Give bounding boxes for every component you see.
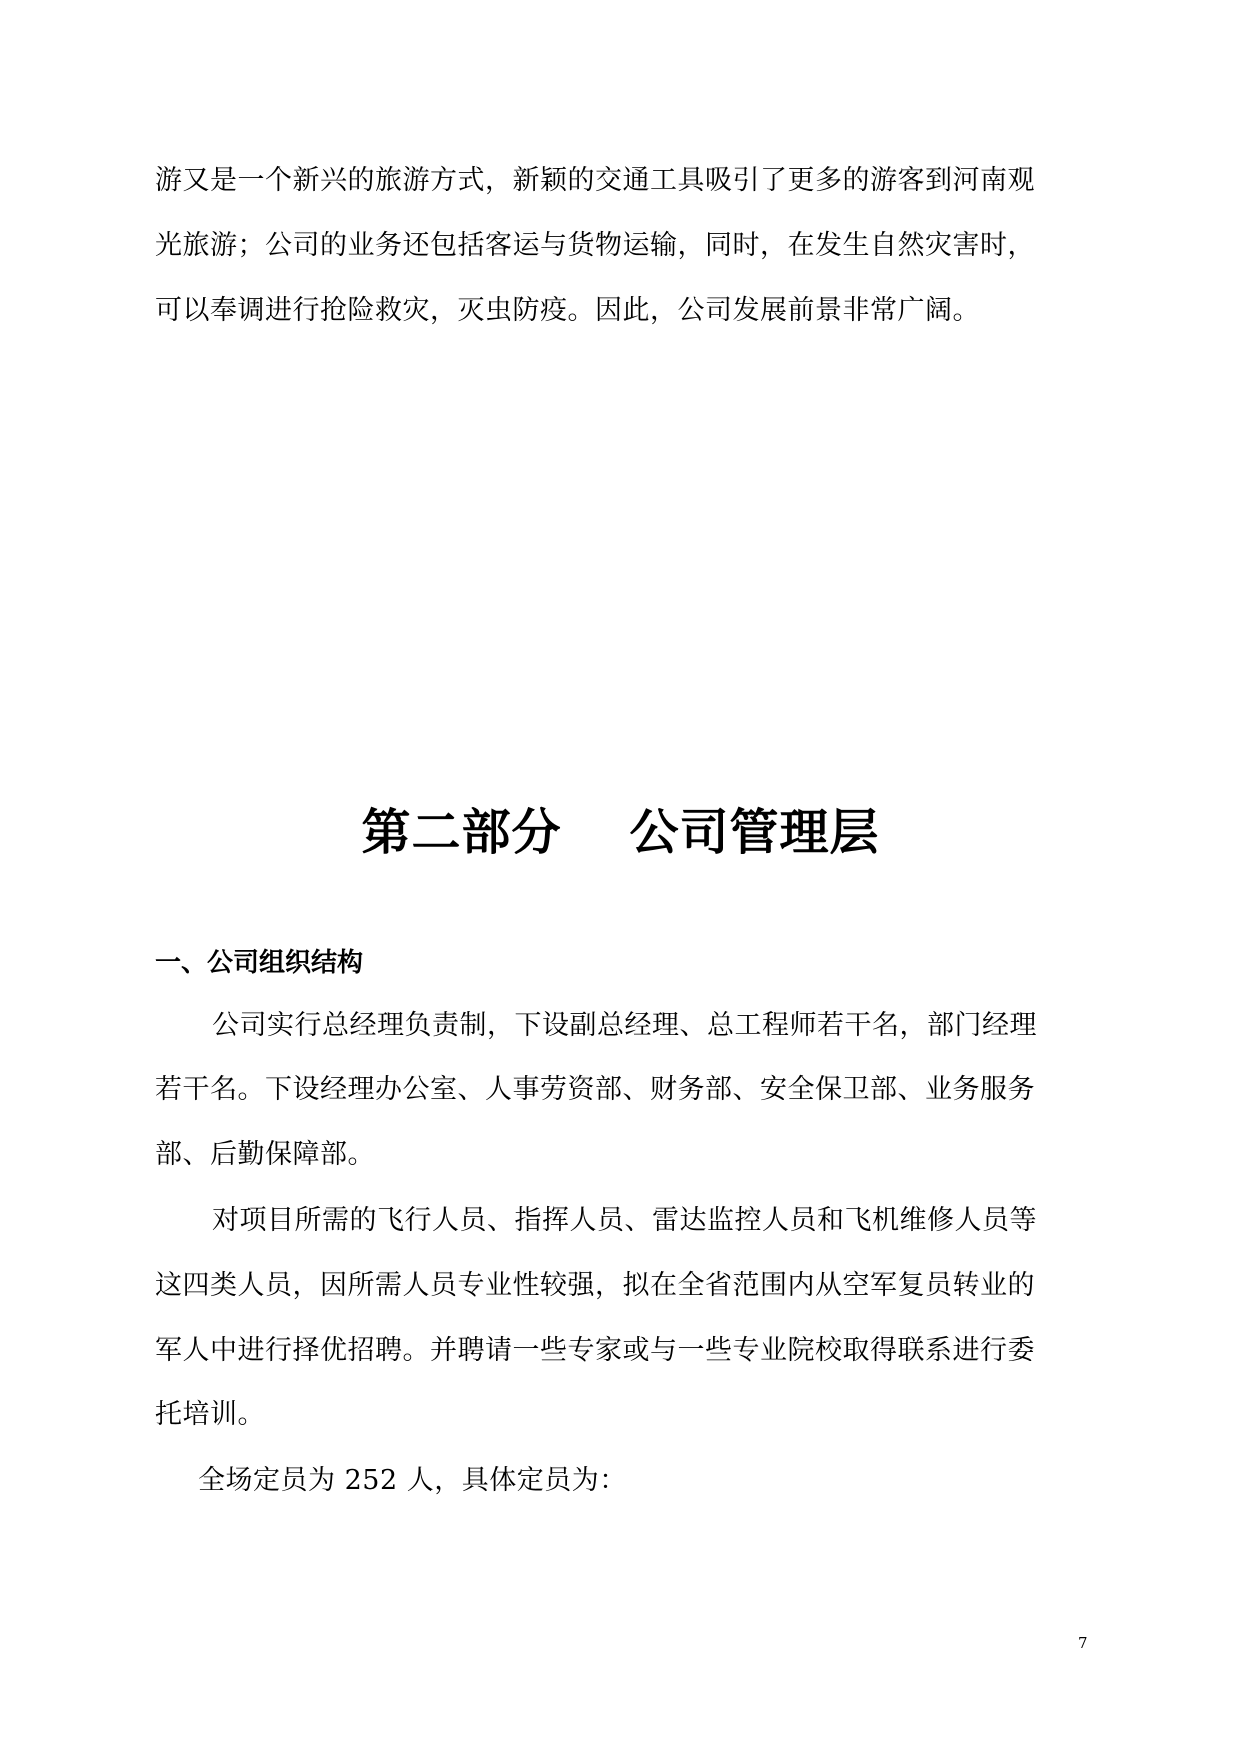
intro-line-1: 游又是一个新兴的旅游方式，新颖的交通工具吸引了更多的游客到河南观 (155, 165, 1035, 196)
part-title: 第二部分 公司管理层 (361, 804, 880, 861)
paragraph-3-line-1: 全场定员为 252 人，具体定员为： (198, 1465, 627, 1496)
paragraph-1-line-3: 部、后勤保障部。 (155, 1139, 375, 1170)
paragraph-2-line-2: 这四类人员，因所需人员专业性较强，拟在全省范围内从空军复员转业的 (155, 1270, 1035, 1301)
paragraph-2-line-3: 军人中进行择优招聘。并聘请一些专家或与一些专业院校取得联系进行委 (155, 1335, 1035, 1366)
section-heading: 一、公司组织结构 (155, 948, 364, 978)
intro-line-2: 光旅游；公司的业务还包括客运与货物运输，同时，在发生自然灾害时， (155, 230, 1035, 261)
intro-line-3: 可以奉调进行抢险救灾，灭虫防疫。因此，公司发展前景非常广阔。 (155, 295, 980, 326)
paragraph-1-line-2: 若干名。下设经理办公室、人事劳资部、财务部、安全保卫部、业务服务 (155, 1074, 1035, 1105)
paragraph-2-line-1: 对项目所需的飞行人员、指挥人员、雷达监控人员和飞机维修人员等 (212, 1205, 1037, 1236)
page-number: 7 (1078, 1634, 1088, 1652)
paragraph-1-line-1: 公司实行总经理负责制，下设副总经理、总工程师若干名，部门经理 (212, 1010, 1037, 1041)
paragraph-2-line-4: 托培训。 (155, 1399, 265, 1430)
